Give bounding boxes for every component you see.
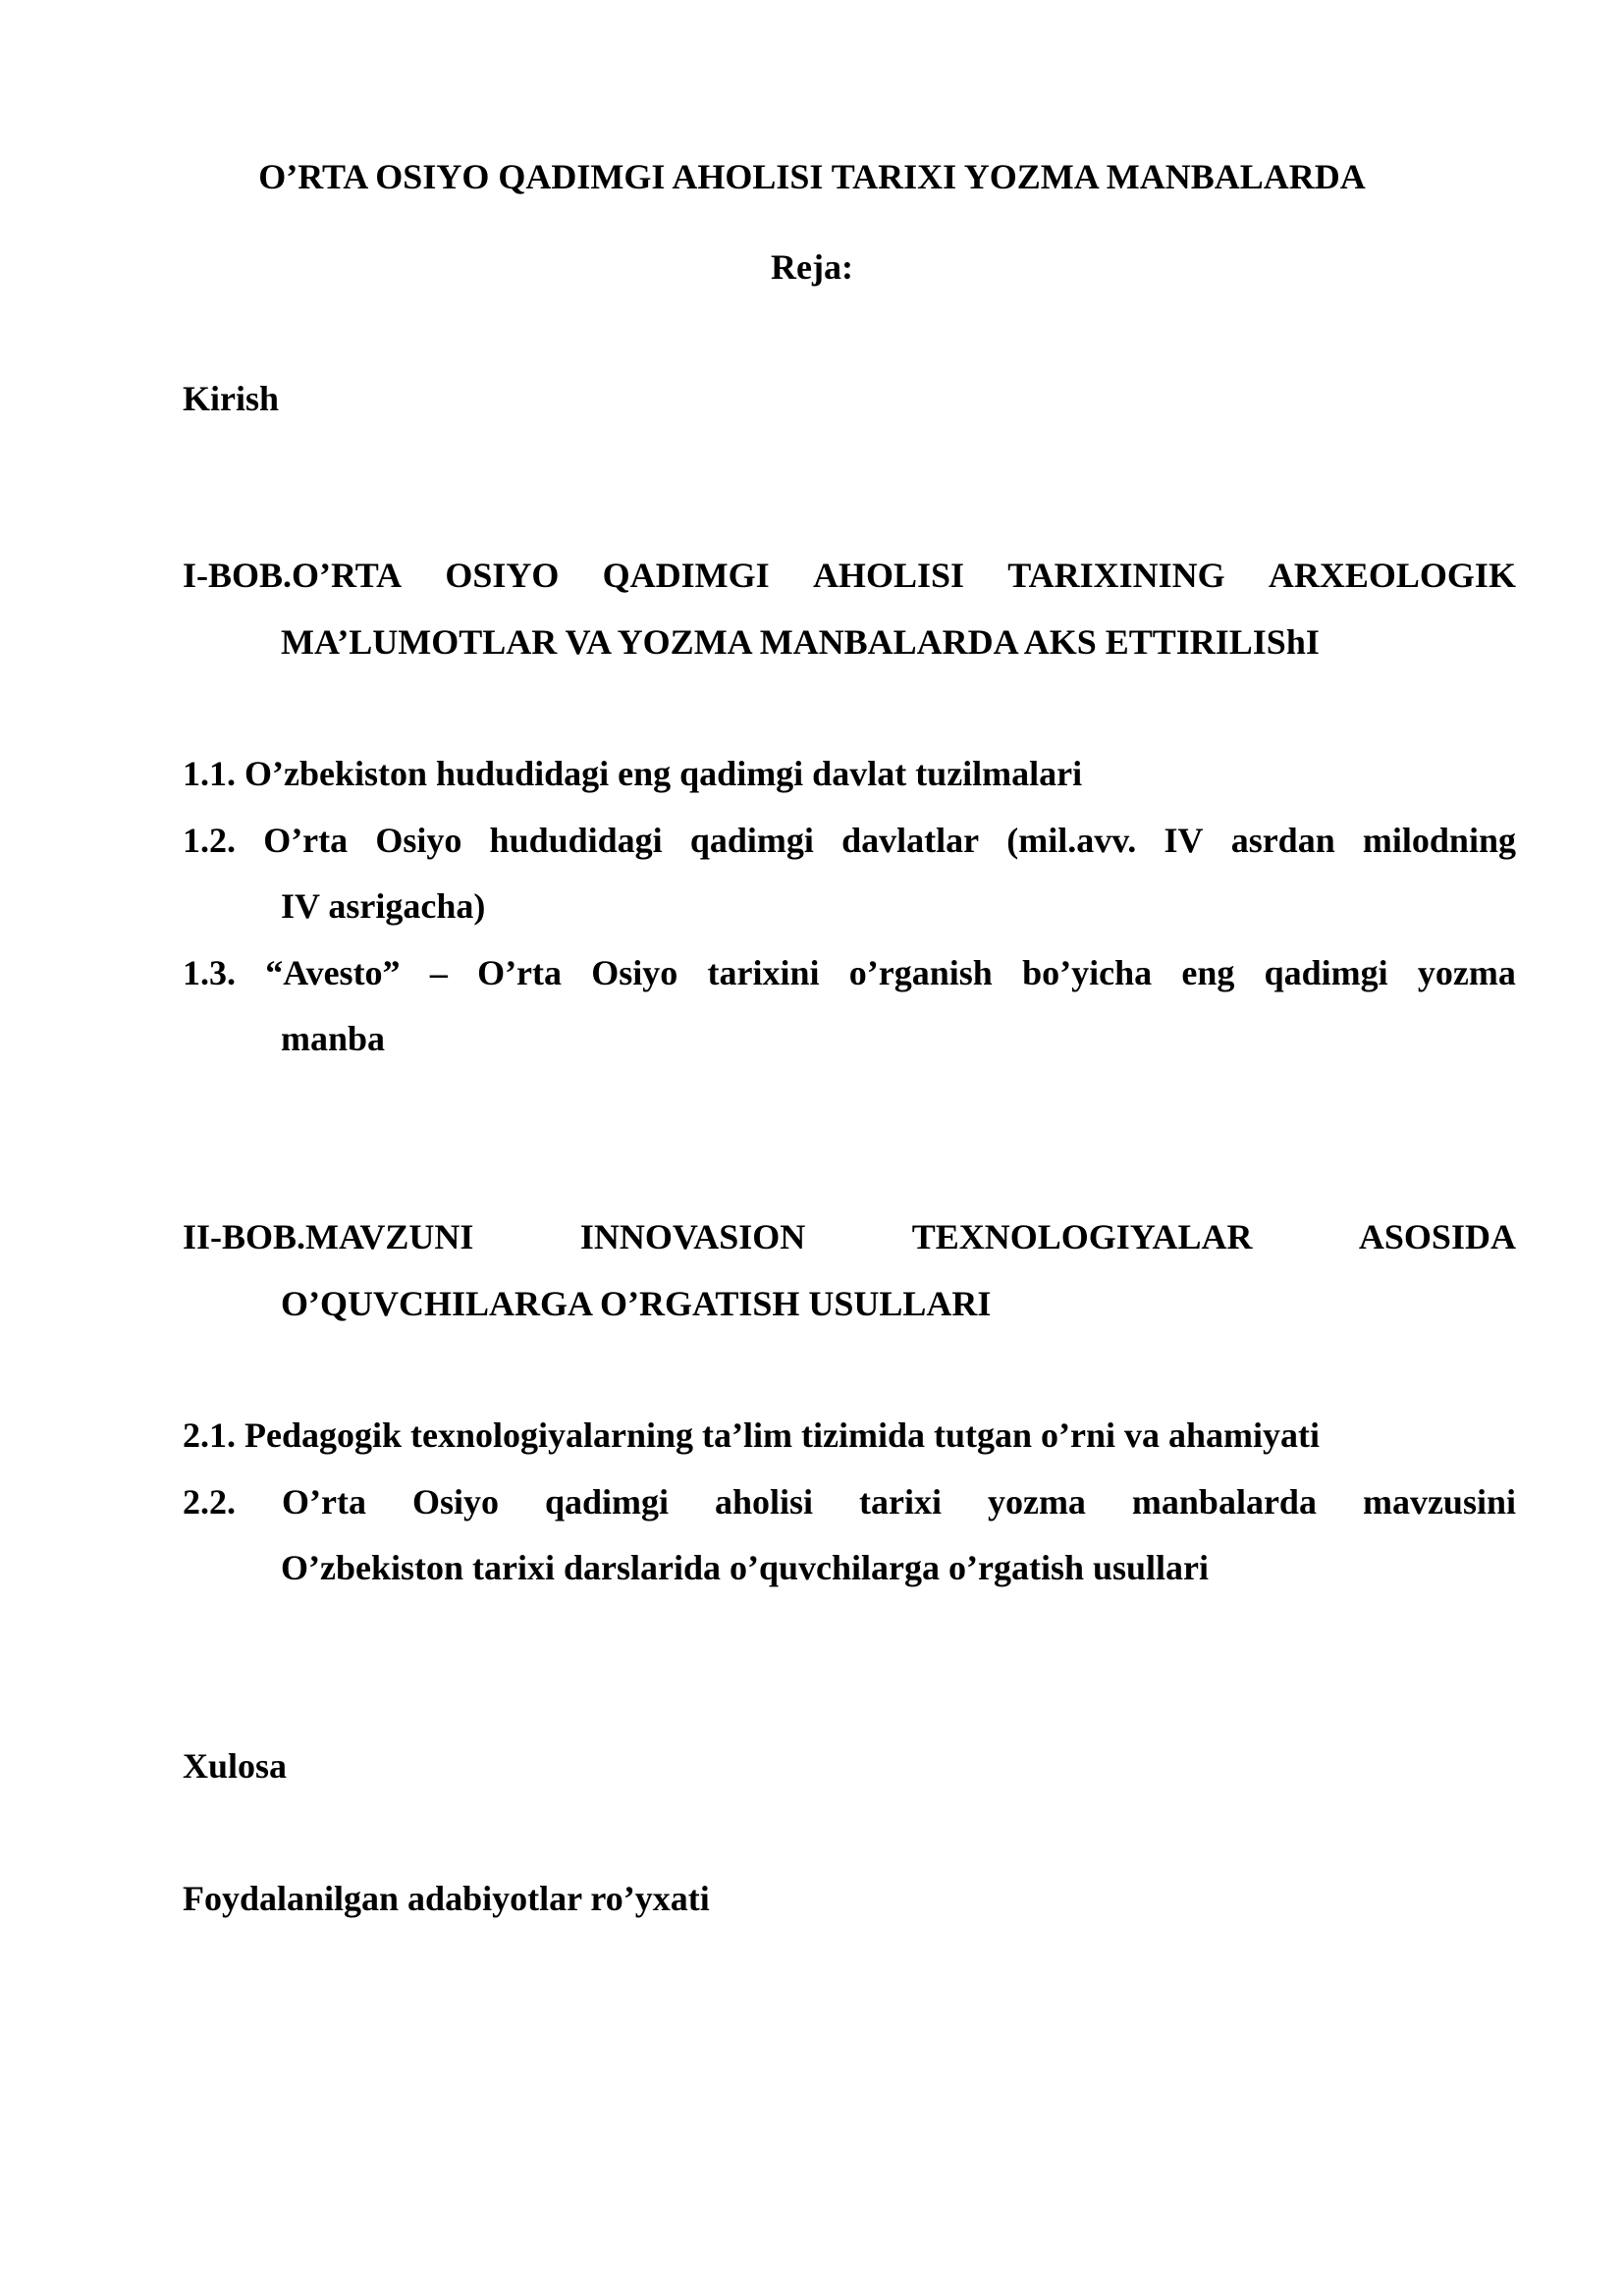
toc-conclusion: Xulosa — [183, 1746, 288, 1786]
toc-chapter1-line1 — [183, 554, 1516, 597]
word: qadimgi — [689, 821, 814, 860]
word: hududidagi — [489, 821, 663, 860]
word: ARXEOLOGIK — [1268, 556, 1516, 595]
word: O’rta — [263, 821, 349, 860]
word: OSIYO — [445, 556, 560, 595]
toc-section-2-2-line2: O’zbekiston tarixi darslarida o’quvchilarga o’rgatish usullari — [281, 1548, 1210, 1587]
word: Osiyo — [411, 1482, 499, 1522]
word: – — [429, 953, 448, 992]
word: tarixi — [859, 1482, 942, 1522]
word: QADIMGI — [602, 556, 770, 595]
word: mavzusini — [1362, 1482, 1516, 1522]
toc-references: Foydalanilgan adabiyotlar ro’yxati — [183, 1879, 710, 1918]
word: qadimgi — [1264, 953, 1388, 992]
toc-intro: Kirish — [183, 379, 280, 418]
word: manbalarda — [1131, 1482, 1317, 1522]
word: aholisi — [714, 1482, 814, 1522]
word: yozma — [1417, 953, 1516, 992]
word: davlatlar — [841, 821, 980, 860]
word: (mil.avv. — [1006, 821, 1137, 860]
word: 1.3. — [183, 953, 236, 992]
word: eng — [1181, 953, 1235, 992]
plan-heading: Reja: — [771, 247, 853, 287]
word: “Avesto” — [265, 953, 401, 992]
word: O’rta — [477, 953, 563, 992]
word: qadimgi — [544, 1482, 669, 1522]
word: 2.2. — [183, 1482, 236, 1522]
word: milodning — [1362, 821, 1516, 860]
word: Osiyo — [375, 821, 462, 860]
word: ASOSIDA — [1358, 1217, 1516, 1256]
toc-chapter1-line2: MA’LUMOTLAR VA YOZMA MANBALARDA AKS ETTIRILIShI — [281, 622, 1320, 662]
word: IV — [1164, 821, 1204, 860]
toc-section-1-3-line2: manba — [281, 1019, 386, 1058]
toc-chapter2-line1 — [183, 1215, 1516, 1258]
toc-section-2-1: 2.1. Pedagogik texnologiyalarning ta’lim tizimida tutgan o’rni va ahamiyati — [183, 1415, 1320, 1455]
word: o’rganish — [848, 953, 993, 992]
word: INNOVASION — [579, 1217, 806, 1256]
toc-section-1-3-line1 — [183, 951, 1516, 994]
toc-section-1-2-line1 — [183, 819, 1516, 862]
document-title: O’RTA OSIYO QADIMGI AHOLISI TARIXI YOZMA MANBALARDA — [258, 157, 1366, 196]
toc-section-1-2-line2: IV asrigacha) — [281, 886, 486, 926]
word: asrdan — [1230, 821, 1335, 860]
word: AHOLISI — [812, 556, 964, 595]
word: O’rta — [281, 1482, 366, 1522]
word: tarixini — [707, 953, 820, 992]
toc-section-1-1: 1.1. O’zbekiston hududidagi eng qadimgi davlat tuzilmalari — [183, 754, 1083, 793]
word: 1.2. — [183, 821, 236, 860]
word: Osiyo — [591, 953, 678, 992]
word: yozma — [987, 1482, 1086, 1522]
word: I-BOB.O’RTA — [183, 556, 403, 595]
word: II-BOB.MAVZUNI — [183, 1217, 474, 1256]
toc-section-2-2-line1 — [183, 1480, 1516, 1523]
word: TARIXINING — [1007, 556, 1225, 595]
toc-chapter2-line2: O’QUVCHILARGA O’RGATISH USULLARI — [281, 1284, 992, 1323]
word: TEXNOLOGIYALAR — [911, 1217, 1253, 1256]
word: bo’yicha — [1022, 953, 1153, 992]
